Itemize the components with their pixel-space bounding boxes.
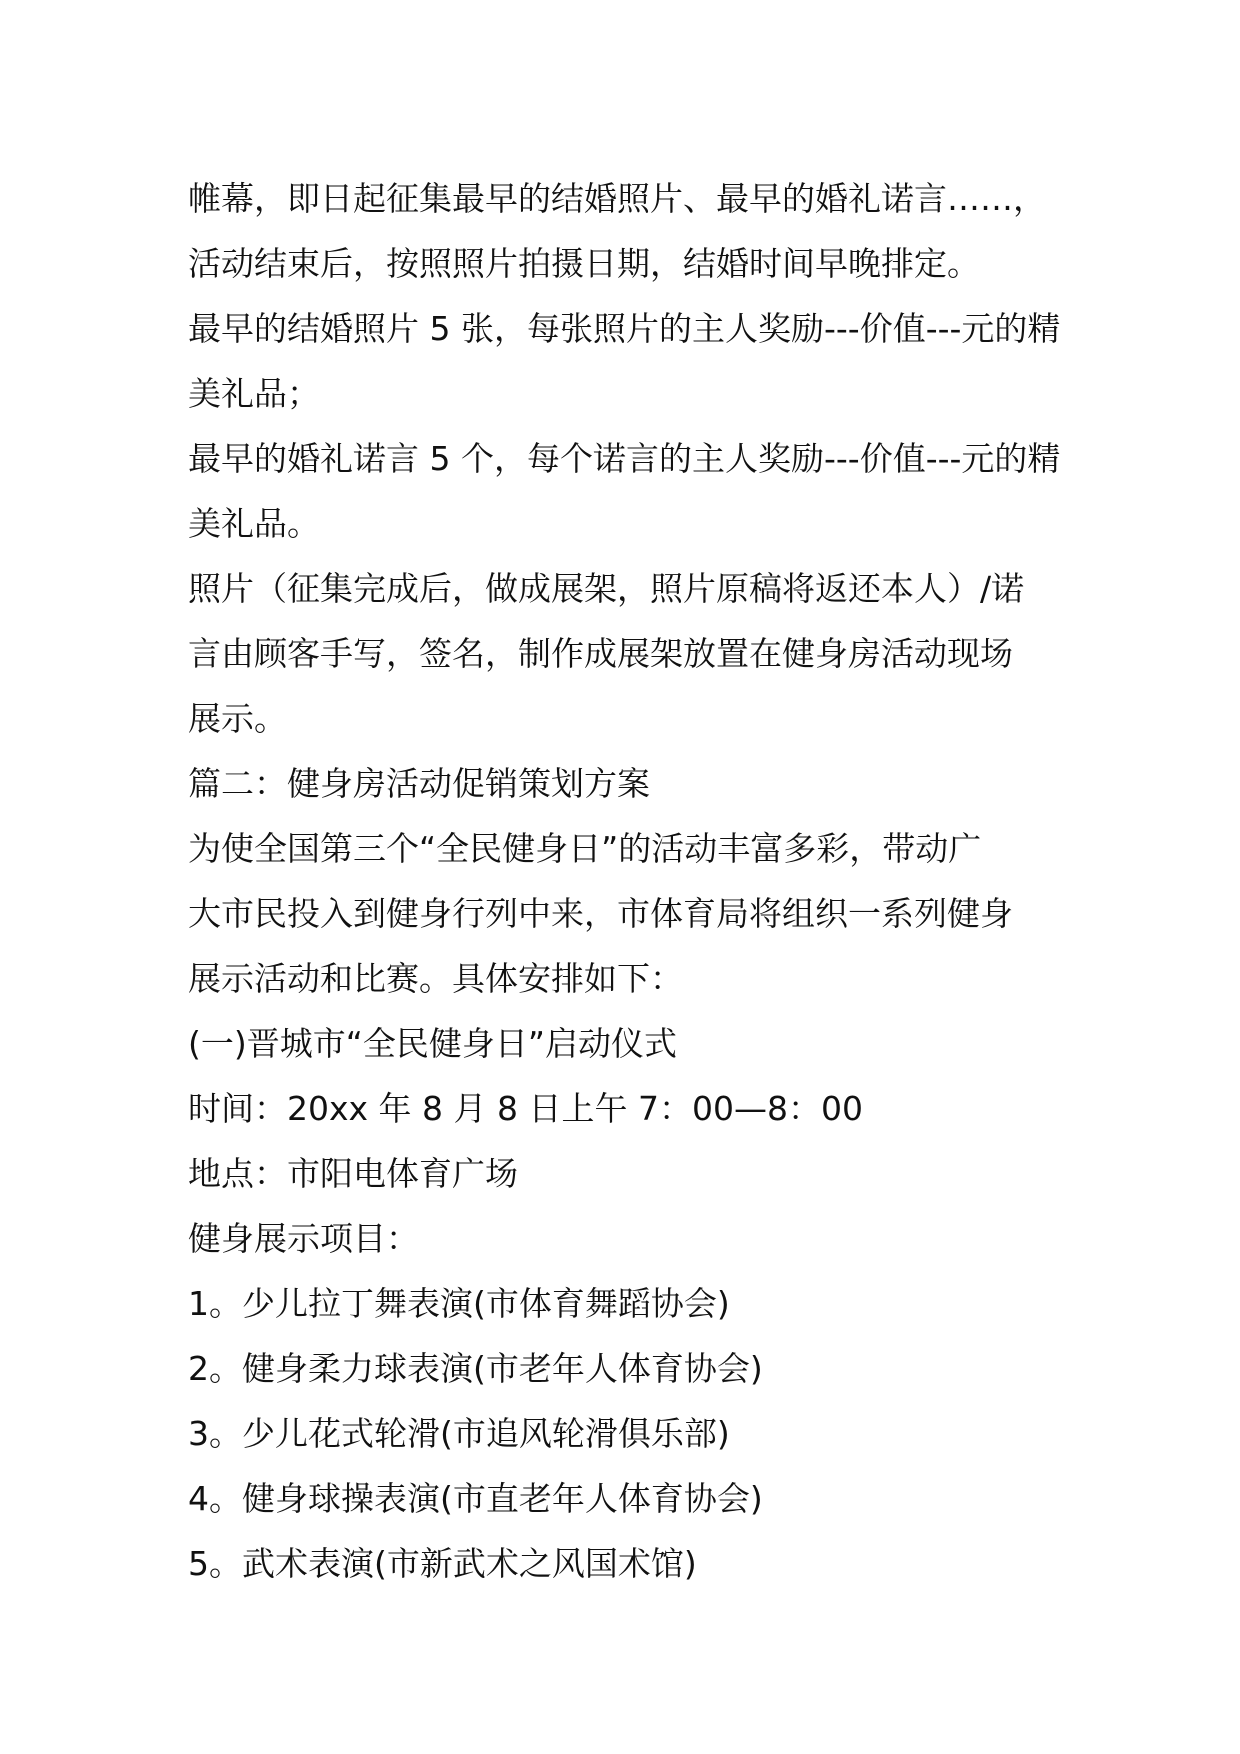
document-body bbox=[188, 166, 1068, 1596]
text-line: 最早的结婚照片 5 张，每张照片的主人奖励---价值---元的精 bbox=[188, 309, 1061, 348]
text-line: 言由顾客手写，签名，制作成展架放置在健身房活动现场 bbox=[188, 634, 1013, 673]
text-line: 展示活动和比赛。具体安排如下： bbox=[188, 959, 683, 998]
text-line: 美礼品。 bbox=[188, 504, 320, 543]
text-line: 最早的婚礼诺言 5 个，每个诺言的主人奖励---价值---元的精 bbox=[188, 439, 1061, 478]
event-location: 地点：市阳电体育广场 bbox=[188, 1154, 518, 1193]
list-item: 1。少儿拉丁舞表演(市体育舞蹈协会) bbox=[188, 1284, 730, 1323]
subsection-heading: (一)晋城市“全民健身日”启动仪式 bbox=[188, 1024, 677, 1063]
text-line: 为使全国第三个“全民健身日”的活动丰富多彩，带动广 bbox=[188, 829, 982, 868]
section-heading: 篇二：健身房活动促销策划方案 bbox=[188, 764, 650, 803]
list-item: 2。健身柔力球表演(市老年人体育协会) bbox=[188, 1349, 763, 1388]
text-line: 照片（征集完成后，做成展架，照片原稿将返还本人）/诺 bbox=[188, 569, 1025, 608]
text-line: 美礼品； bbox=[188, 374, 320, 413]
text-line: 展示。 bbox=[188, 699, 287, 738]
text-line: 活动结束后，按照照片拍摄日期，结婚时间早晚排定。 bbox=[188, 244, 980, 283]
event-time: 时间：20xx 年 8 月 8 日上午 7：00—8：00 bbox=[188, 1089, 863, 1128]
text-line: 帷幕，即日起征集最早的结婚照片、最早的婚礼诺言……， bbox=[188, 179, 1046, 218]
list-item: 4。健身球操表演(市直老年人体育协会) bbox=[188, 1479, 763, 1518]
list-item: 5。武术表演(市新武术之风国术馆) bbox=[188, 1544, 697, 1583]
text-line: 大市民投入到健身行列中来，市体育局将组织一系列健身 bbox=[188, 894, 1013, 933]
program-heading: 健身展示项目： bbox=[188, 1219, 419, 1258]
list-item: 3。少儿花式轮滑(市追风轮滑俱乐部) bbox=[188, 1414, 730, 1453]
